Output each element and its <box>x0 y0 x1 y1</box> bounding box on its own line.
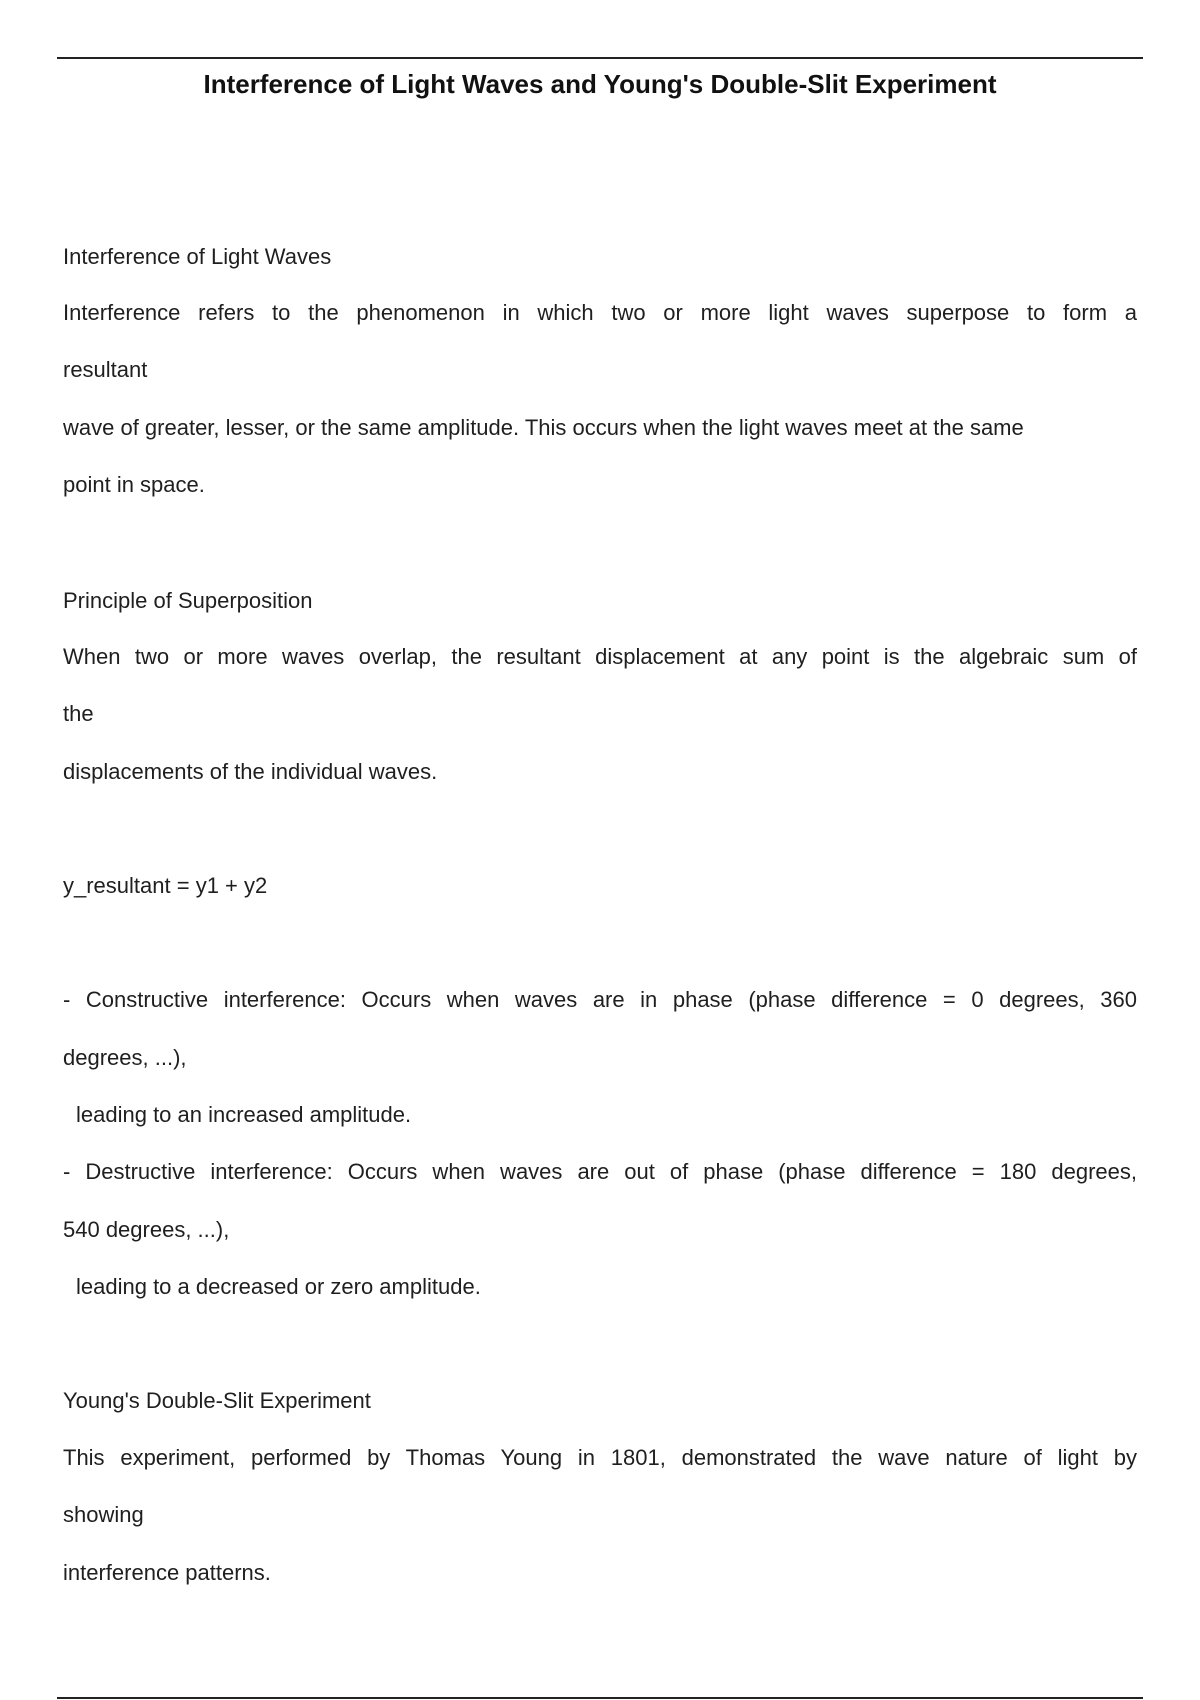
paragraph-line: interference patterns. <box>63 1560 271 1585</box>
paragraph-line: Interference refers to the phenomenon in which two or more light waves superpose to form a <box>63 300 1137 325</box>
list-item-continuation: leading to an increased amplitude. <box>76 1102 412 1127</box>
paragraph-line: When two or more waves overlap, the resultant displacement at any point is the algebraic sum of <box>63 644 1137 669</box>
paragraph-line: This experiment, performed by Thomas Young in 1801, demonstrated the wave nature of light by <box>63 1445 1137 1470</box>
section-heading-interference: Interference of Light Waves <box>63 244 332 269</box>
section-heading-superposition: Principle of Superposition <box>63 588 313 613</box>
list-item-destructive: - Destructive interference: Occurs when waves are out of phase (phase difference = 180 degrees, <box>63 1159 1137 1184</box>
paragraph-line: displacements of the individual waves. <box>63 759 438 784</box>
list-item-continuation: leading to a decreased or zero amplitude. <box>76 1274 481 1299</box>
paragraph-line: resultant <box>63 357 148 382</box>
paragraph-line: the <box>63 701 94 726</box>
paragraph-line: showing <box>63 1502 144 1527</box>
bottom-rule <box>57 1697 1143 1699</box>
list-item-continuation: 540 degrees, ...), <box>63 1217 230 1242</box>
list-item-continuation: degrees, ...), <box>63 1045 187 1070</box>
paragraph-line: point in space. <box>63 472 205 497</box>
list-item-constructive: - Constructive interference: Occurs when waves are in phase (phase difference = 0 degrees, 360 <box>63 987 1137 1012</box>
section-heading-double-slit: Young's Double-Slit Experiment <box>63 1388 371 1413</box>
top-rule <box>57 57 1143 59</box>
page-title: Interference of Light Waves and Young's Double-Slit Experiment <box>203 69 997 99</box>
paragraph-line: wave of greater, lesser, or the same amplitude. This occurs when the light waves meet at the same <box>63 415 1024 440</box>
equation-line: y_resultant = y1 + y2 <box>63 873 268 898</box>
